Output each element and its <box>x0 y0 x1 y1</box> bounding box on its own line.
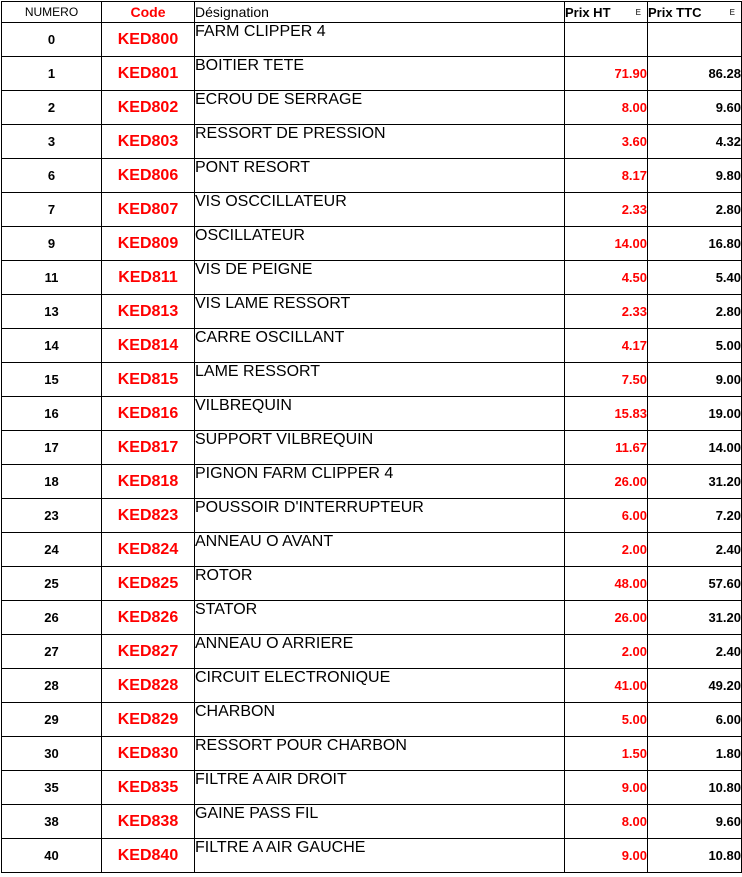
numero-cell: 28 <box>2 669 102 703</box>
designation-cell: VIS LAME RESSORT <box>195 295 565 329</box>
code-cell: KED800 <box>102 23 195 57</box>
table-row <box>2 227 742 261</box>
designation-cell: ECROU DE SERRAGE <box>195 91 565 125</box>
table-row <box>2 533 742 567</box>
numero-cell: 18 <box>2 465 102 499</box>
designation-cell: RESSORT POUR CHARBON <box>195 737 565 771</box>
prix-ttc-cell: 14.00 <box>648 431 742 465</box>
code-cell: KED801 <box>102 57 195 91</box>
code-cell: KED829 <box>102 703 195 737</box>
designation-cell: PONT RESORT <box>195 159 565 193</box>
header-numero: NUMERO <box>2 2 102 23</box>
numero-cell: 14 <box>2 329 102 363</box>
code-cell: KED825 <box>102 567 195 601</box>
table-row <box>2 567 742 601</box>
numero-cell: 30 <box>2 737 102 771</box>
numero-cell: 26 <box>2 601 102 635</box>
prix-ht-cell: 71.90 <box>565 57 648 91</box>
table-row <box>2 737 742 771</box>
prix-ttc-cell: 9.80 <box>648 159 742 193</box>
prix-ht-cell: 11.67 <box>565 431 648 465</box>
prix-ht-cell: 9.00 <box>565 839 648 873</box>
numero-cell: 35 <box>2 771 102 805</box>
code-cell: KED817 <box>102 431 195 465</box>
designation-cell: RESSORT DE PRESSION <box>195 125 565 159</box>
prix-ht-cell: 8.17 <box>565 159 648 193</box>
prix-ht-cell: 2.33 <box>565 295 648 329</box>
table-row <box>2 193 742 227</box>
table-row <box>2 805 742 839</box>
numero-cell: 40 <box>2 839 102 873</box>
header-prix-ttc-label: Prix TTC <box>648 4 702 20</box>
designation-cell: BOITIER TETE <box>195 57 565 91</box>
prix-ttc-cell <box>648 23 742 57</box>
prix-ttc-cell: 5.00 <box>648 329 742 363</box>
table-row <box>2 159 742 193</box>
prix-ht-cell: 6.00 <box>565 499 648 533</box>
table-row <box>2 703 742 737</box>
designation-cell: VIS DE PEIGNE <box>195 261 565 295</box>
table-row <box>2 329 742 363</box>
parts-price-table <box>1 1 742 873</box>
designation-cell: FARM CLIPPER 4 <box>195 23 565 57</box>
prix-ht-cell: 5.00 <box>565 703 648 737</box>
code-cell: KED840 <box>102 839 195 873</box>
prix-ttc-cell: 6.00 <box>648 703 742 737</box>
code-cell: KED806 <box>102 159 195 193</box>
designation-cell: CHARBON <box>195 703 565 737</box>
numero-cell: 0 <box>2 23 102 57</box>
prix-ht-cell: 2.00 <box>565 533 648 567</box>
prix-ttc-cell: 16.80 <box>648 227 742 261</box>
prix-ttc-cell: 86.28 <box>648 57 742 91</box>
prix-ht-cell: 8.00 <box>565 805 648 839</box>
prix-ht-cell: 9.00 <box>565 771 648 805</box>
prix-ht-cell: 48.00 <box>565 567 648 601</box>
prix-ttc-cell: 31.20 <box>648 465 742 499</box>
designation-cell: SUPPORT VILBREQUIN <box>195 431 565 465</box>
code-cell: KED816 <box>102 397 195 431</box>
prix-ttc-cell: 9.60 <box>648 805 742 839</box>
designation-cell: VIS OSCCILLATEUR <box>195 193 565 227</box>
prix-ht-cell: 3.60 <box>565 125 648 159</box>
designation-cell: ROTOR <box>195 567 565 601</box>
code-cell: KED823 <box>102 499 195 533</box>
table-row <box>2 295 742 329</box>
code-cell: KED807 <box>102 193 195 227</box>
prix-ttc-cell: 2.40 <box>648 533 742 567</box>
prix-ht-cell <box>565 23 648 57</box>
table-row <box>2 125 742 159</box>
prix-ttc-cell: 57.60 <box>648 567 742 601</box>
designation-cell: STATOR <box>195 601 565 635</box>
code-cell: KED809 <box>102 227 195 261</box>
code-cell: KED803 <box>102 125 195 159</box>
prix-ht-cell: 7.50 <box>565 363 648 397</box>
prix-ttc-cell: 2.80 <box>648 193 742 227</box>
code-cell: KED830 <box>102 737 195 771</box>
prix-ht-cell: 26.00 <box>565 601 648 635</box>
table-row <box>2 635 742 669</box>
table-row <box>2 261 742 295</box>
table-header-row <box>2 2 742 23</box>
numero-cell: 7 <box>2 193 102 227</box>
table-body <box>2 23 742 873</box>
numero-cell: 24 <box>2 533 102 567</box>
designation-cell: OSCILLATEUR <box>195 227 565 261</box>
prix-ttc-cell: 2.40 <box>648 635 742 669</box>
prix-ht-cell: 14.00 <box>565 227 648 261</box>
prix-ttc-cell: 10.80 <box>648 771 742 805</box>
prix-ttc-cell: 10.80 <box>648 839 742 873</box>
code-cell: KED815 <box>102 363 195 397</box>
prix-ht-cell: 4.17 <box>565 329 648 363</box>
numero-cell: 15 <box>2 363 102 397</box>
table-row <box>2 91 742 125</box>
code-cell: KED814 <box>102 329 195 363</box>
prix-ht-cell: 8.00 <box>565 91 648 125</box>
prix-ttc-cell: 5.40 <box>648 261 742 295</box>
numero-cell: 2 <box>2 91 102 125</box>
prix-ttc-cell: 49.20 <box>648 669 742 703</box>
header-prix-ht-currency: E <box>635 7 641 17</box>
numero-cell: 3 <box>2 125 102 159</box>
prix-ht-cell: 2.00 <box>565 635 648 669</box>
designation-cell: VILBREQUIN <box>195 397 565 431</box>
designation-cell: FILTRE A AIR GAUCHE <box>195 839 565 873</box>
designation-cell: CARRE OSCILLANT <box>195 329 565 363</box>
header-prix-ttc <box>648 2 742 23</box>
table-row <box>2 363 742 397</box>
numero-cell: 6 <box>2 159 102 193</box>
table-row <box>2 23 742 57</box>
prix-ht-cell: 1.50 <box>565 737 648 771</box>
designation-cell: ANNEAU O AVANT <box>195 533 565 567</box>
table-row <box>2 839 742 873</box>
prix-ht-cell: 2.33 <box>565 193 648 227</box>
prix-ttc-cell: 9.60 <box>648 91 742 125</box>
prix-ttc-cell: 9.00 <box>648 363 742 397</box>
numero-cell: 27 <box>2 635 102 669</box>
table-row <box>2 431 742 465</box>
code-cell: KED813 <box>102 295 195 329</box>
prix-ht-cell: 26.00 <box>565 465 648 499</box>
table-row <box>2 601 742 635</box>
numero-cell: 17 <box>2 431 102 465</box>
table-row <box>2 499 742 533</box>
header-prix-ttc-currency: E <box>729 7 735 17</box>
designation-cell: PIGNON FARM CLIPPER 4 <box>195 465 565 499</box>
numero-cell: 38 <box>2 805 102 839</box>
numero-cell: 23 <box>2 499 102 533</box>
header-code: Code <box>102 2 195 23</box>
numero-cell: 25 <box>2 567 102 601</box>
code-cell: KED824 <box>102 533 195 567</box>
code-cell: KED838 <box>102 805 195 839</box>
designation-cell: GAINE PASS FIL <box>195 805 565 839</box>
prix-ht-cell: 41.00 <box>565 669 648 703</box>
designation-cell: LAME RESSORT <box>195 363 565 397</box>
numero-cell: 1 <box>2 57 102 91</box>
table-row <box>2 669 742 703</box>
prix-ht-cell: 4.50 <box>565 261 648 295</box>
designation-cell: ANNEAU O ARRIERE <box>195 635 565 669</box>
prix-ttc-cell: 19.00 <box>648 397 742 431</box>
header-designation: Désignation <box>195 2 565 23</box>
prix-ttc-cell: 2.80 <box>648 295 742 329</box>
header-prix-ht <box>565 2 648 23</box>
table-row <box>2 57 742 91</box>
designation-cell: CIRCUIT ELECTRONIQUE <box>195 669 565 703</box>
prix-ttc-cell: 4.32 <box>648 125 742 159</box>
prix-ht-cell: 15.83 <box>565 397 648 431</box>
table-row <box>2 397 742 431</box>
table-row <box>2 771 742 805</box>
prix-ttc-cell: 1.80 <box>648 737 742 771</box>
table-row <box>2 465 742 499</box>
numero-cell: 13 <box>2 295 102 329</box>
numero-cell: 16 <box>2 397 102 431</box>
code-cell: KED811 <box>102 261 195 295</box>
numero-cell: 11 <box>2 261 102 295</box>
code-cell: KED826 <box>102 601 195 635</box>
numero-cell: 9 <box>2 227 102 261</box>
code-cell: KED827 <box>102 635 195 669</box>
code-cell: KED828 <box>102 669 195 703</box>
prix-ttc-cell: 7.20 <box>648 499 742 533</box>
code-cell: KED818 <box>102 465 195 499</box>
designation-cell: POUSSOIR D'INTERRUPTEUR <box>195 499 565 533</box>
designation-cell: FILTRE A AIR DROIT <box>195 771 565 805</box>
numero-cell: 29 <box>2 703 102 737</box>
prix-ttc-cell: 31.20 <box>648 601 742 635</box>
code-cell: KED802 <box>102 91 195 125</box>
code-cell: KED835 <box>102 771 195 805</box>
header-prix-ht-label: Prix HT <box>565 4 611 20</box>
